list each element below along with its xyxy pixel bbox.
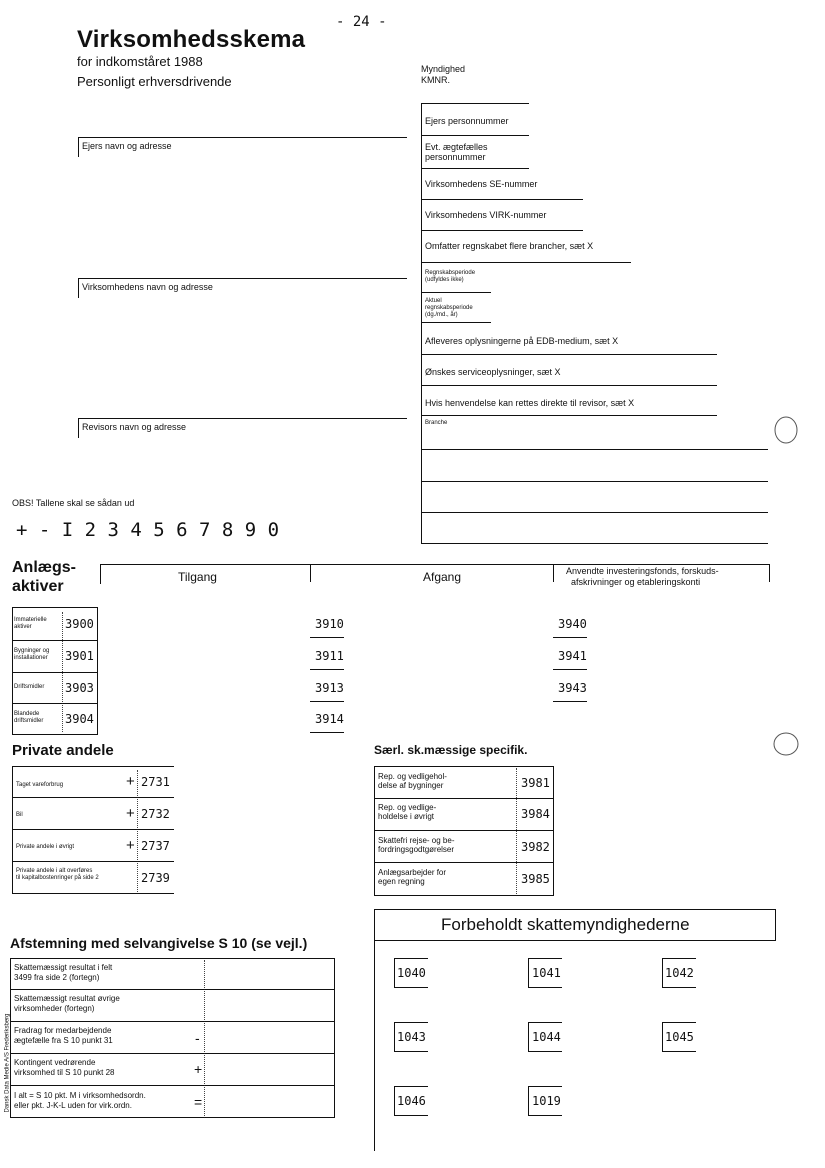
special-heading: Særl. sk.mæssige specifik. (374, 743, 528, 757)
owner-cpr-field[interactable]: Ejers personnummer (425, 116, 509, 126)
asset-row-label: Driftsmidler (14, 684, 45, 690)
period-label-2: (udfyldes ikke) (425, 277, 464, 283)
asset-row-label: Blandede (14, 711, 40, 717)
reserved-code: 1046 (397, 1094, 426, 1108)
form-title: Virksomhedsskema (77, 26, 306, 53)
reserved-code: 1019 (532, 1094, 561, 1108)
side-print: Dansk Data Medie A/S Frederiksberg (4, 1013, 11, 1113)
virk-number-field[interactable]: Virksomhedens VIRK-nummer (425, 210, 547, 220)
private-row-label: Private andele i alt overføres (16, 868, 93, 874)
special-row-label: Rep. og vedlige- (378, 803, 437, 812)
recon-row-label: ægtefælle fra S 10 punkt 31 (14, 1036, 113, 1045)
private-row-label: Bil (16, 812, 23, 818)
special-code: 3981 (521, 776, 550, 790)
assets-heading-2: aktiver (12, 578, 64, 595)
reserved-code: 1045 (665, 1030, 694, 1044)
special-row-label: fordringsgodtgørelser (378, 845, 455, 854)
private-row-label: til kapitalbostenringer på side 2 (16, 875, 99, 881)
asset-row-label: aktiver (14, 624, 32, 630)
recon-row-label: eller pkt. J-K-L uden for virk.ordn. (14, 1101, 132, 1110)
business-name-address-field[interactable]: Virksomhedens navn og adresse (82, 282, 213, 292)
reserved-code: 1043 (397, 1030, 426, 1044)
page-number: - 24 - (336, 14, 387, 30)
recon-sign: + (194, 1061, 203, 1077)
asset-code: 3901 (65, 649, 94, 663)
special-row-label: delse af bygninger (378, 781, 444, 790)
recon-row-label: 3499 fra side 2 (fortegn) (14, 973, 100, 982)
private-code: 2732 (141, 807, 170, 821)
col-invest-2: afskrivninger og etableringskonti (571, 577, 701, 587)
hole-punch-icon (768, 726, 804, 762)
recon-sign: - (195, 1030, 200, 1046)
asset-code: 3940 (558, 617, 587, 631)
special-row-label: Skattefri rejse- og be- (378, 836, 455, 845)
recon-row-label: Fradrag for medarbejdende (14, 1026, 112, 1035)
actual-period-label-1: Aktuel (425, 298, 442, 304)
recon-row-label: Kontingent vedrørende (14, 1058, 96, 1067)
recon-sign: = (194, 1094, 203, 1110)
recon-row-label: Skattemæssigt resultat i felt (14, 963, 113, 972)
special-row-label: holdelse i øvrigt (378, 812, 435, 821)
special-code: 3982 (521, 840, 550, 854)
asset-row-label: Immaterielle (14, 617, 47, 623)
asset-row-label: installationer (14, 655, 48, 661)
asset-code: 3943 (558, 681, 587, 695)
se-number-field[interactable]: Virksomhedens SE-nummer (425, 179, 538, 189)
asset-code: 3910 (315, 617, 344, 631)
special-code: 3984 (521, 807, 550, 821)
private-sign: + (126, 805, 135, 822)
assets-heading-1: Anlægs- (12, 559, 76, 576)
actual-period-label-3: (dg./md., år) (425, 312, 458, 318)
asset-row-label: Bygninger og (14, 648, 50, 654)
recon-row-label: Skattemæssigt resultat øvrige (14, 994, 120, 1003)
auditor-name-address-field[interactable]: Revisors navn og adresse (82, 422, 187, 432)
form-subtitle: for indkomståret 1988 (77, 54, 203, 69)
private-code: 2731 (141, 775, 170, 789)
multiple-branches-field[interactable]: Omfatter regnskabet flere brancher, sæt X (425, 241, 594, 251)
branche-field[interactable]: Branche (425, 420, 448, 426)
obs-digits: + - I 2 3 4 5 6 7 8 9 0 (16, 519, 280, 541)
form-subtitle-2: Personligt erhversdrivende (77, 74, 232, 89)
period-label-1: Regnskabsperiode (425, 270, 476, 276)
private-sign: + (126, 773, 135, 790)
authority-label: Myndighed (421, 64, 466, 74)
edb-field[interactable]: Afleveres oplysningerne på EDB-medium, sæt X (425, 336, 619, 346)
asset-code: 3904 (65, 712, 94, 726)
reconciliation-heading: Afstemning med selvangivelse S 10 (se vejl.) (10, 935, 308, 951)
private-sign: + (126, 837, 135, 854)
actual-period-label-2: regnskabsperiode (425, 305, 473, 311)
spouse-cpr-label-1[interactable]: Evt. ægtefælles (425, 142, 488, 152)
owner-name-address-field[interactable]: Ejers navn og adresse (82, 141, 172, 151)
recon-row-label: virksomheder (fortegn) (14, 1004, 95, 1013)
auditor-direct-field[interactable]: Hvis henvendelse kan rettes direkte til revisor, sæt X (425, 398, 635, 408)
authority-value: KMNR. (421, 75, 450, 85)
spouse-cpr-label-2: personnummer (425, 152, 486, 162)
asset-code: 3900 (65, 617, 94, 631)
asset-code: 3914 (315, 712, 344, 726)
asset-code: 3911 (315, 649, 344, 663)
col-afgang: Afgang (423, 570, 462, 584)
special-row-label: Anlægsarbejder for (378, 868, 447, 877)
service-info-field[interactable]: Ønskes serviceoplysninger, sæt X (425, 367, 561, 377)
private-row-label: Private andele i øvrigt (16, 844, 75, 850)
asset-code: 3913 (315, 681, 344, 695)
private-row-label: Taget vareforbrug (16, 782, 64, 788)
asset-code: 3941 (558, 649, 587, 663)
asset-code: 3903 (65, 681, 94, 695)
reserved-code: 1042 (665, 966, 694, 980)
private-code: 2737 (141, 839, 170, 853)
private-heading: Private andele (12, 742, 114, 759)
obs-label: OBS! Tallene skal se sådan ud (12, 498, 135, 508)
reserved-code: 1040 (397, 966, 426, 980)
special-row-label: Rep. og vedligehol- (378, 772, 447, 781)
asset-row-label: driftsmidler (14, 718, 44, 724)
reserved-heading: Forbeholdt skattemyndighederne (441, 915, 690, 934)
special-code: 3985 (521, 872, 550, 886)
recon-row-label: virksomhed til S 10 punkt 28 (14, 1068, 115, 1077)
col-invest-1: Anvendte investeringsfonds, forskuds- (566, 566, 719, 576)
col-tilgang: Tilgang (178, 570, 217, 584)
reserved-code: 1044 (532, 1030, 561, 1044)
private-code: 2739 (141, 871, 170, 885)
special-row-label: egen regning (378, 877, 425, 886)
hole-punch-icon (770, 412, 804, 448)
reserved-code: 1041 (532, 966, 561, 980)
recon-row-label: I alt = S 10 pkt. M i virksomhedsordn. (14, 1091, 146, 1100)
